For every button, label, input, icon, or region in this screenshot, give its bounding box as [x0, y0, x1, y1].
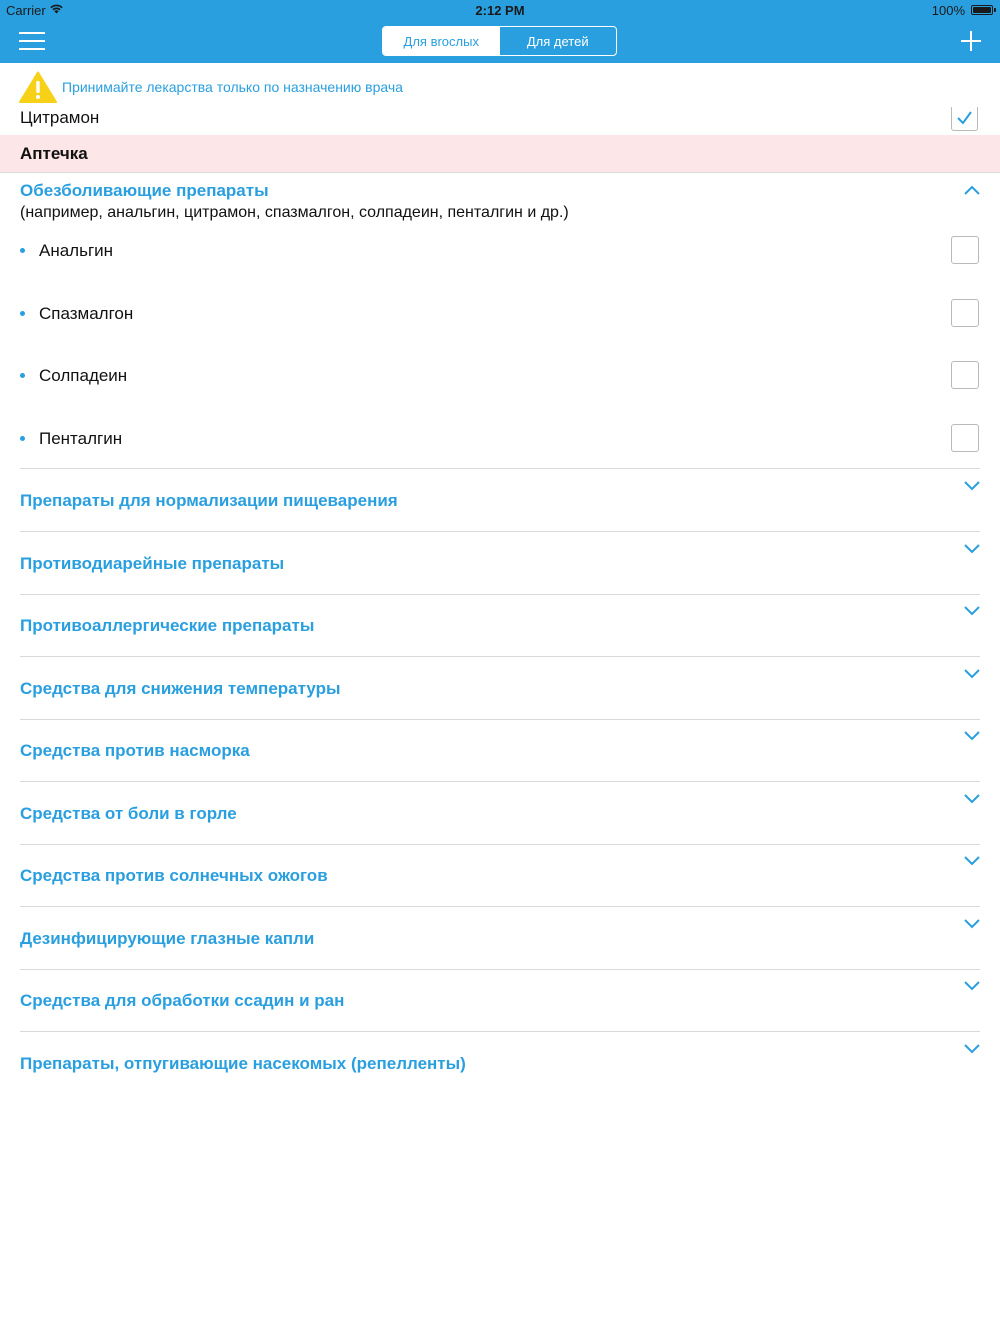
item-checkbox[interactable]	[951, 424, 979, 452]
plus-icon[interactable]	[960, 30, 982, 52]
item-name: Спазмалгон	[39, 304, 134, 323]
category-title: Средства от боли в горле	[20, 804, 237, 823]
list-item	[20, 298, 980, 328]
warning-triangle-icon	[19, 71, 57, 103]
item-checkbox[interactable]	[951, 299, 979, 327]
clock: 2:12 PM	[475, 3, 525, 18]
chevron-down-icon	[964, 1044, 980, 1054]
category-row[interactable]	[20, 657, 980, 720]
chevron-down-icon	[964, 856, 980, 866]
category-title: Средства против солнечных ожогов	[20, 866, 328, 885]
section-header	[0, 135, 1000, 173]
category-row[interactable]	[20, 469, 980, 532]
item-name: Солпадеин	[39, 366, 128, 385]
battery-icon	[971, 5, 993, 15]
battery-percent: 100%	[931, 3, 965, 18]
tab-adults[interactable]: Для вroслых	[383, 27, 500, 55]
category-row[interactable]	[20, 969, 980, 1032]
category-title[interactable]: Обезболивающие препараты	[20, 181, 269, 200]
nav-bar	[0, 0, 1000, 63]
audience-segmented-control	[382, 26, 617, 56]
chevron-down-icon	[964, 981, 980, 991]
warning-text: Принимайте лекарства только по назначению врача	[62, 79, 403, 95]
bullet-icon	[20, 248, 25, 253]
category-row[interactable]	[20, 594, 980, 657]
chevron-down-icon	[964, 481, 980, 491]
chevron-up-icon[interactable]	[964, 185, 980, 195]
category-row[interactable]	[20, 782, 980, 845]
status-bar	[0, 0, 1000, 20]
chevron-down-icon	[964, 794, 980, 804]
chevron-down-icon	[964, 606, 980, 616]
list-item	[20, 360, 980, 390]
category-row[interactable]	[20, 719, 980, 782]
category-title: Средства против насморка	[20, 741, 250, 760]
chevron-down-icon	[964, 669, 980, 679]
list-item	[20, 235, 980, 265]
category-title: Противоаллергические препараты	[20, 616, 315, 635]
bullet-icon	[20, 436, 25, 441]
checkmark-icon	[952, 107, 977, 129]
section-title: Аптечка	[20, 144, 88, 163]
category-description: (например, анальгин, цитрамон, спазмалгон, солпадеин, пенталгин и др.)	[20, 204, 569, 221]
tab-children[interactable]: Для детей	[526, 33, 589, 49]
item-checkbox[interactable]	[951, 236, 979, 264]
category-title: Дезинфицирующие глазные капли	[20, 929, 315, 948]
category-row[interactable]	[20, 1032, 980, 1095]
item-checkbox[interactable]	[951, 361, 979, 389]
chevron-down-icon	[964, 919, 980, 929]
item-name: Пенталгин	[39, 429, 123, 448]
category-row[interactable]	[20, 844, 980, 907]
bullet-icon	[20, 373, 25, 378]
item-name: Анальгин	[39, 241, 114, 260]
medicine-name: Цитрамон	[20, 108, 100, 127]
category-expanded	[20, 173, 980, 469]
chevron-down-icon	[964, 544, 980, 554]
category-title: Средства для обработки ссадин и ран	[20, 991, 345, 1010]
category-row[interactable]	[20, 907, 980, 970]
bullet-icon	[20, 311, 25, 316]
medicine-checkbox-checked[interactable]	[951, 107, 978, 131]
carrier-label: Carrier	[6, 3, 46, 18]
checked-medicine-row	[20, 107, 980, 133]
category-title: Препараты, отпугивающие насекомых (репелленты)	[20, 1054, 466, 1073]
category-row[interactable]	[20, 532, 980, 595]
category-title: Средства для снижения температуры	[20, 679, 341, 698]
hamburger-menu-icon[interactable]	[19, 30, 45, 52]
warning-banner	[19, 71, 403, 103]
chevron-down-icon	[964, 731, 980, 741]
list-item	[20, 423, 980, 453]
category-title: Препараты для нормализации пищеварения	[20, 491, 398, 510]
category-title: Противодиарейные препараты	[20, 554, 285, 573]
